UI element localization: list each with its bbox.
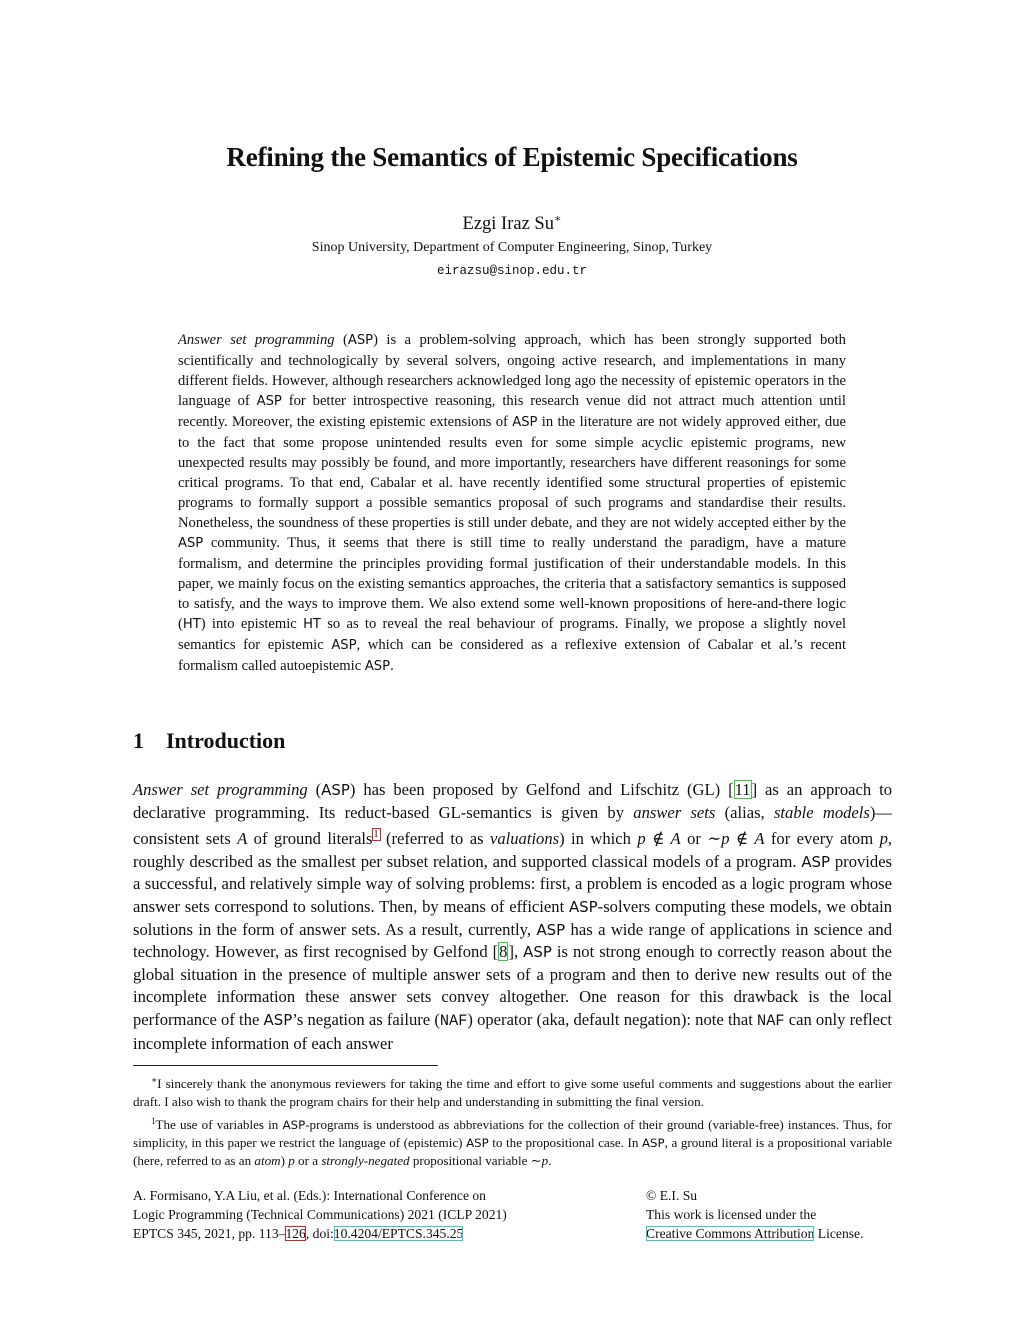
author-name: Ezgi Iraz Su	[462, 214, 554, 234]
section-number: 1	[133, 728, 144, 753]
citation-link-11[interactable]: 11	[734, 780, 751, 799]
section-heading-introduction	[133, 728, 285, 754]
section-title: Introduction	[166, 728, 286, 753]
author-line	[0, 212, 1024, 235]
affiliation: Sinop University, Department of Computer Engineering, Sinop, Turkey	[311, 240, 713, 255]
license-info: © E.I. Su This work is licensed under the Creative Commons Attribution License.	[646, 1188, 864, 1241]
last-page-link[interactable]: 126	[285, 1226, 306, 1241]
introduction-paragraph: Answer set programming (ASP) has been proposed by Gelfond and Lifschitz (GL) [11] as an approach to declarative programming. Its reduct-based GL-semantics is given by answer sets (alias, stable models)— consistent sets A of ground literals$^1$ (referred to as valuations) in which p ∉ A or ∼p ∉ A for every atom p, roughly described as the smallest per subset relation, and supported classical models of a program. ASP provides a successful, and relatively simple way of solving problems: first, a problem is encoded as a logic program whose answer sets correspond to solutions. Then, by means of efficient ASP-solvers computing these models, we obtain solutions in the form of answer sets. As a result, currently, ASP has a wide range of applications in science and technology. However, as first recognised by Gelfond [8], ASP is not strong enough to correctly reason about the global situation in the presence of multiple answer sets of a program and then to derive new results out of the incomplete information these answer sets convey altogether. One reason for this drawback is the local performance of the ASP’s negation as failure (NAF) operator (aka, default negation): note that NAF can only reflect incomplete information of each answer	[133, 780, 893, 1053]
footnote-1: $^1$The use of variables in ASP-programs is understood as abbreviations for the collection of their ground (variable-free) instances. Thus, for simplicity, in this paper we restrict the language of (epistemic) ASP to the propositional case. In ASP, a ground literal is a propositional variable (here, referred to as an atom) p or a strongly-negated propositional variable ∼p.	[133, 1116, 893, 1168]
footnotes	[133, 1071, 892, 1171]
footnote-rule	[133, 1065, 438, 1066]
citation-link-8[interactable]: 8	[499, 942, 508, 962]
footnote-star: ∗I sincerely thank the anonymous reviewers for taking the time and effort to give some useful comments and suggestions about the earlier draft. I also wish to thank the program chairs for their help and understanding in submitting the final version.	[133, 1075, 892, 1109]
author-email[interactable]: eirazsu@sinop.edu.tr	[436, 264, 588, 278]
license-link[interactable]: Creative Commons Attribution	[646, 1226, 815, 1241]
abstract: Answer set programming (ASP) is a problem-solving approach, which has been strongly supported both scientifically and technologically by several solvers, ongoing active research, and implementations in many different fields. However, although researchers acknowledged long ago the necessity of epistemic operators in the language of ASP for better introspective reasoning, this research venue did not attract much attention until recently. Moreover, the existing epistemic extensions of ASP in the literature are not widely approved either, due to the fact that some propose unintended results even for some simple acyclic epistemic programs, new unexpected results may possibly be found, and more importantly, researchers have different reasonings for some critical programs. To that end, Cabalar et al. have recently identified some structural properties of epistemic programs to formally support a possible semantics proposal of such programs and standardise their results. Nonetheless, the soundness of these properties is still under debate, and they are not widely accepted either by the ASP community. Thus, it seems that there is still time to really understand the paradigm, have a mature formalism, and determine the principles providing formal justification of their understandable models. In this paper, we mainly focus on the existing semantics approaches, the criteria that a satisfactory semantics is supposed to satisfy, and the ways to improve them. We also extend some well-known propositions of here-and-there logic (HT) into epistemic HT so as to reveal the real behaviour of programs. Finally, we propose a slightly novel semantics for epistemic ASP, which can be considered as a reflexive extension of Cabalar et al.’s recent formalism called autoepistemic ASP.	[178, 332, 847, 674]
doi-link[interactable]: 10.4204/EPTCS.345.25	[333, 1226, 464, 1241]
paper-title: Refining the Semantics of Epistemic Specifications	[226, 142, 798, 172]
publication-info: A. Formisano, Y.A Liu, et al. (Eds.): International Conference on Logic Programming (Technical Communications) 2021 (ICLP 2021) EPTCS 345, 2021, pp. 113–126, doi:10.4204/EPTCS.345.25	[133, 1188, 507, 1241]
footnote-link-1[interactable]: 1	[373, 829, 379, 841]
author-footnote-mark[interactable]: ∗	[553, 213, 562, 225]
